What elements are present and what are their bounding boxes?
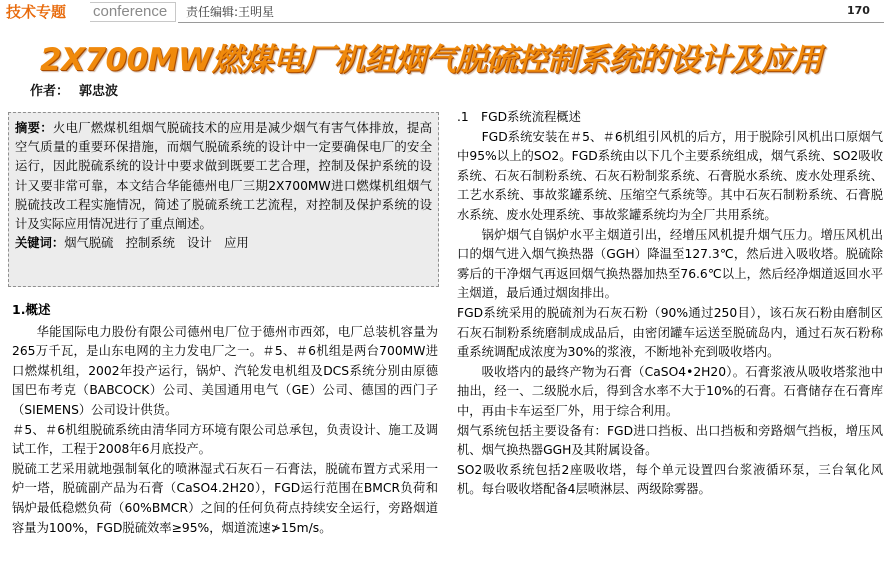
body-paragraph: FGD系统采用的脱硫剂为石灰石粉（90%通过250目），该石灰石粉由磨制区石灰石制粉系统磨制成成品后，由密闭罐车运送至脱硫岛内，通过石灰石粉称重系统调配成浓度为30%的浆液，不断地补充到吸收塔内。 — [457, 305, 883, 360]
abstract-paragraph — [15, 119, 432, 234]
article-title: 2X700MW燃煤电厂机组烟气脱硫控制系统的设计及应用 — [40, 42, 822, 78]
body-paragraph: 吸收塔内的最终产物为石膏（CaSO4•2H20）。石膏浆液从吸收塔浆池中抽出，经一、二级脱水后，得到含水率不大于10%的石膏。石膏储存在石膏库中，再由卡车运至厂外，用于综合利用。 — [457, 364, 883, 418]
abstract-text: 火电厂燃煤机组烟气脱硫技术的应用是减少烟气有害气体排放，提高空气质量的重要环保措施，而烟气脱硫系统的设计中一定要确保电厂的安全运行，因此脱硫系统的设计中要求做到既要工艺合理，控制及保护系统的设计又要非常可靠，本文结合华能德州电厂三期2X700MW进口燃煤机组烟气脱硫技改工程实施情况，简述了脱硫系统工艺流程，对控制及保护系统的设计及实际应用情况进行了重点阐述。 — [15, 121, 432, 232]
author-label: 作者： — [30, 84, 70, 99]
keywords-label: 关键词： — [15, 236, 65, 251]
abstract-label: 摘要： — [15, 121, 53, 135]
body-paragraph: SO2吸收系统包括2座吸收塔，每个单元设置四台浆液循环泵，三台氧化风机。每台吸收塔配备4层喷淋层、两级除雾器。 — [457, 462, 883, 497]
body-paragraph: 锅炉烟气自锅炉水平主烟道引出，经增压风机提升烟气压力。增压风机出口的烟气进入烟气换热器（GGH）降温至127.3℃，然后进入吸收塔。脱硫除雾后的干净烟气再返回烟气换热器加热至76.6℃以上，然后经净烟道返回水平主烟道，最后通过烟囱排出。 — [457, 227, 883, 301]
page-header — [0, 0, 888, 22]
keywords-line — [15, 234, 432, 253]
section-heading-fgd: .1 FGD系统流程概述 — [457, 110, 581, 124]
header-rule — [178, 22, 884, 23]
left-column — [12, 300, 438, 538]
body-paragraph: FGD系统安装在＃5、＃6机组引风机的后方，用于脱除引风机出口原烟气中95%以上的SO2。FGD系统由以下几个主要系统组成，烟气系统、SO2吸收系统、石灰石制粉系统、石灰石粉制浆系统、石膏脱水系统、废水处理系统、工艺水系统、事故浆罐系统、压缩空气系统等。其中石灰石制粉系统、石膏脱水系统、废水处理系统、事故浆罐系统均为全厂共用系统。 — [457, 129, 883, 222]
body-paragraph: 脱硫工艺采用就地强制氧化的喷淋湿式石灰石－石膏法，脱硫布置方式采用一炉一塔，脱硫副产品为石膏（CaSO4.2H20），FGD运行范围在BMCR负荷和锅炉最低稳燃负荷（60%BMCR）之间的任何负荷点持续安全运行，旁路烟道容量为100%，FGD脱硫效率≥95%，烟道流速≯15m/s。 — [12, 461, 438, 535]
abstract-box — [8, 112, 439, 287]
section-label: 技术专题 — [6, 3, 67, 21]
right-column — [457, 108, 883, 500]
body-paragraph: 华能国际电力股份有限公司德州电厂位于德州市西郊，电厂总装机容量为265万千瓦，是山东电网的主力发电厂之一。＃5、＃6机组是两台700MW进口燃煤机组，2002年投产运行，锅炉、汽轮发电机组及DCS系统分别由原德国巴布考克（BABCOCK）公司、美国通用电气（GE）公司、德国的西门子（SIEMENS）公司设计供货。 — [12, 324, 438, 417]
page-number: 170 — [847, 4, 870, 17]
keywords-text: 烟气脱硫 控制系统 设计 应用 — [64, 236, 249, 251]
section-heading-overview: 1.概述 — [12, 302, 51, 317]
conference-label: conference — [90, 2, 176, 22]
author-name: 郭忠波 — [79, 84, 119, 99]
body-paragraph: 烟气系统包括主要设备有：FGD进口挡板、出口挡板和旁路烟气挡板，增压风机、烟气换热器GGH及其附属设备。 — [457, 423, 883, 458]
author-line — [30, 80, 128, 99]
body-paragraph: ＃5、＃6机组脱硫系统由清华同方环境有限公司总承包，负责设计、施工及调试工作，工程于2008年6月底投产。 — [12, 422, 438, 457]
editor-credit: 责任编辑:王明星 — [186, 5, 275, 19]
